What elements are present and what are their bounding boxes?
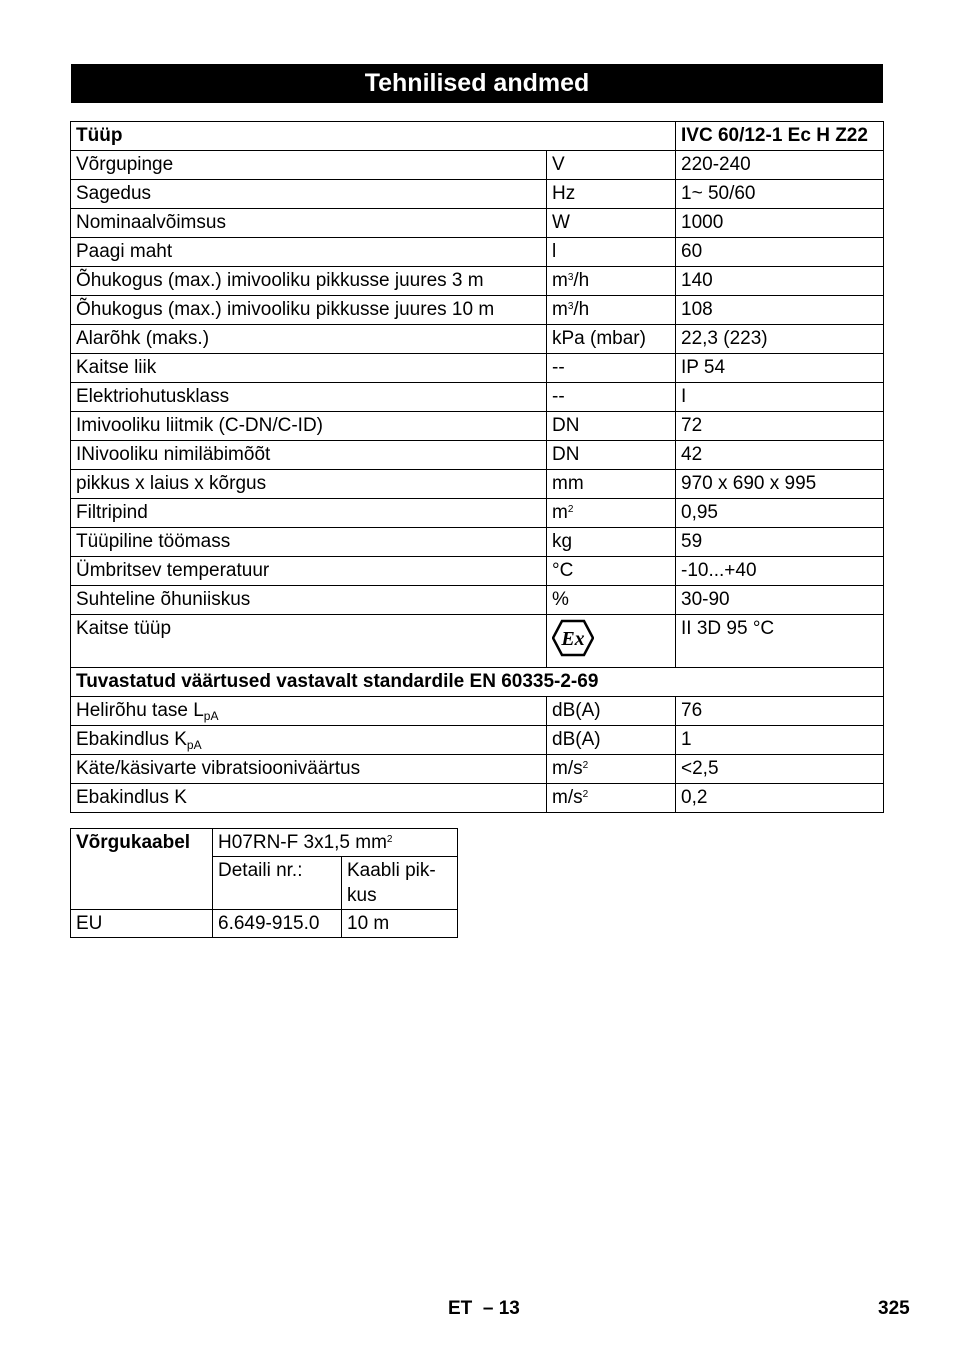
spec-label: Tüüpiline töömass <box>71 528 547 557</box>
spec-value: 30-90 <box>676 586 884 615</box>
spec-table <box>70 121 884 813</box>
spec-value: <2,5 <box>676 755 884 784</box>
spec-row <box>71 441 884 470</box>
spec-value: 0,95 <box>676 499 884 528</box>
region: EU <box>71 910 213 938</box>
spec-unit: DN <box>547 412 676 441</box>
spec-row <box>71 383 884 412</box>
spec-label: Võrgupinge <box>71 151 547 180</box>
spec-label: Filtripind <box>71 499 547 528</box>
spec-row <box>71 238 884 267</box>
spec-row <box>71 296 884 325</box>
spec-value: II 3D 95 °C <box>676 615 884 668</box>
spec-unit: kPa (mbar) <box>547 325 676 354</box>
spec-value: I <box>676 383 884 412</box>
spec-unit: $m^2$ <box>547 499 676 528</box>
spec-value: 72 <box>676 412 884 441</box>
spec-row <box>71 180 884 209</box>
spec-label: Imivooliku liitmik (C-DN/C-ID) <box>71 412 547 441</box>
spec-unit: $m/s^2$ <box>547 784 676 813</box>
spec-unit: mm <box>547 470 676 499</box>
part-number-header: Detaili nr.: <box>213 857 342 910</box>
spec-unit: Hz <box>547 180 676 209</box>
spec-row <box>71 151 884 180</box>
spec-unit: l <box>547 238 676 267</box>
cable-length: 10 m <box>342 910 458 938</box>
measured-row <box>71 697 884 726</box>
spec-value: 60 <box>676 238 884 267</box>
spec-label: Helirõhu tase $L_{pA}$ <box>71 697 547 726</box>
spec-unit: $m^3/h$ <box>547 296 676 325</box>
spec-row <box>71 267 884 296</box>
spec-row <box>71 470 884 499</box>
spec-unit: kg <box>547 528 676 557</box>
spec-label: pikkus x laius x kõrgus <box>71 470 547 499</box>
spec-label: INivooliku nimiläbimõõt <box>71 441 547 470</box>
spec-row <box>71 412 884 441</box>
spec-value: 42 <box>676 441 884 470</box>
cable-type: H07RN-F 3x1,5 $mm^2$ <box>213 829 458 857</box>
spec-unit: % <box>547 586 676 615</box>
spec-label: Ebakindlus $K_{pA}$ <box>71 726 547 755</box>
spec-label: Alarõhk (maks.) <box>71 325 547 354</box>
model-name: IVC 60/12-1 Ec H Z22 <box>676 122 884 151</box>
spec-label: Käte/käsivarte vibratsiooniväärtus <box>71 755 547 784</box>
measured-header: Tuvastatud väärtused vastavalt standardile EN 60335-2-69 <box>71 668 884 697</box>
spec-label: Õhukogus (max.) imivooliku pikkusse juures 3 m <box>71 267 547 296</box>
spec-row <box>71 325 884 354</box>
spec-unit: -- <box>547 354 676 383</box>
spec-header-row <box>71 122 884 151</box>
ex-icon <box>552 618 594 658</box>
spec-value: 1 <box>676 726 884 755</box>
page-title: Tehnilised andmed <box>71 64 883 103</box>
spec-value: 0,2 <box>676 784 884 813</box>
cable-table <box>70 828 458 938</box>
spec-label: Paagi maht <box>71 238 547 267</box>
spec-unit: V <box>547 151 676 180</box>
spec-label: Ümbritsev temperatuur <box>71 557 547 586</box>
page-number: 325 <box>878 1298 910 1319</box>
spec-value: 140 <box>676 267 884 296</box>
spec-unit: $m^3/h$ <box>547 267 676 296</box>
spec-unit: W <box>547 209 676 238</box>
spec-unit: dB(A) <box>547 697 676 726</box>
spec-value: 59 <box>676 528 884 557</box>
spec-row <box>71 354 884 383</box>
spec-value: 220-240 <box>676 151 884 180</box>
spec-label: Nominaalvõimsus <box>71 209 547 238</box>
measured-row <box>71 755 884 784</box>
protection-row <box>71 615 884 668</box>
cable-length-header: Kaabli pik- kus <box>342 857 458 910</box>
spec-value: 22,3 (223) <box>676 325 884 354</box>
spec-label: Kaitse liik <box>71 354 547 383</box>
spec-unit: DN <box>547 441 676 470</box>
spec-unit: $m/s^2$ <box>547 755 676 784</box>
measured-row <box>71 784 884 813</box>
spec-unit: -- <box>547 383 676 412</box>
spec-value: 1000 <box>676 209 884 238</box>
spec-value: 108 <box>676 296 884 325</box>
spec-row <box>71 528 884 557</box>
spec-row <box>71 209 884 238</box>
spec-value: 1~ 50/60 <box>676 180 884 209</box>
spec-label: Kaitse tüüp <box>71 615 547 668</box>
spec-unit: dB(A) <box>547 726 676 755</box>
type-label: Tüüp <box>71 122 676 151</box>
spec-row <box>71 499 884 528</box>
part-number: 6.649-915.0 <box>213 910 342 938</box>
spec-value: 76 <box>676 697 884 726</box>
cable-label: Võrgukaabel <box>71 829 213 910</box>
spec-label: Sagedus <box>71 180 547 209</box>
svg-text:Ex: Ex <box>561 628 585 650</box>
spec-value: IP 54 <box>676 354 884 383</box>
spec-unit <box>547 615 676 668</box>
spec-label: Ebakindlus K <box>71 784 547 813</box>
spec-unit: °C <box>547 557 676 586</box>
spec-label: Suhteline õhuniiskus <box>71 586 547 615</box>
spec-label: Õhukogus (max.) imivooliku pikkusse juures 10 m <box>71 296 547 325</box>
spec-value: 970 x 690 x 995 <box>676 470 884 499</box>
measured-row <box>71 726 884 755</box>
spec-row <box>71 557 884 586</box>
spec-label: Elektriohutusklass <box>71 383 547 412</box>
measured-header-row <box>71 668 884 697</box>
spec-row <box>71 586 884 615</box>
footer-section: ET – 13 <box>448 1298 520 1319</box>
spec-value: -10...+40 <box>676 557 884 586</box>
